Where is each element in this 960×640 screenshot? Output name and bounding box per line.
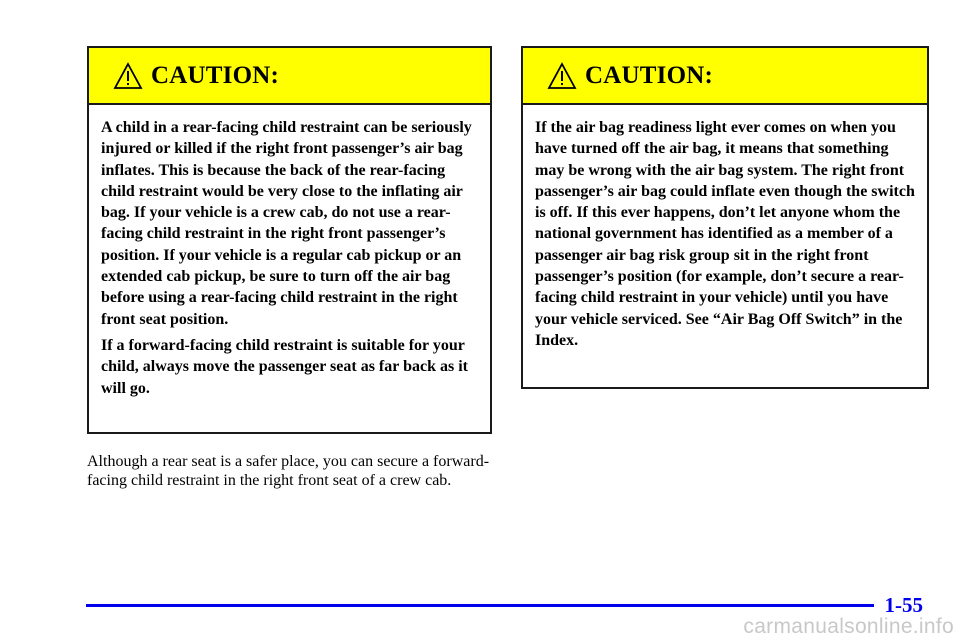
caution-header-right	[523, 48, 927, 105]
caution-box-left	[87, 46, 492, 434]
caution-title-right: CAUTION:	[585, 61, 713, 89]
caution-body-left	[89, 105, 490, 399]
warning-triangle-icon	[547, 62, 577, 90]
caution-left-paragraph-1: A child in a rear-facing child restraint can be seriously injured or killed if the right front passenger’s air bag inflates. This is because the back of the rear-facing child restraint would be very close to the inflating air bag. If your vehicle is a crew cab, do not use a rear-facing child restraint in the right front passenger’s position. If your vehicle is a regular cab pickup or an extended cab pickup, be sure to turn off the air bag before using a rear-facing child restraint in the right front seat position.	[101, 119, 472, 328]
caution-left-paragraph-2: If a forward-facing child restraint is suitable for your child, always move the passenger seat as far back as it will go.	[101, 336, 468, 397]
caution-body-right	[523, 105, 927, 351]
caution-title-left: CAUTION:	[151, 61, 279, 89]
caution-box-right	[521, 46, 929, 389]
footer-rule	[86, 604, 874, 607]
body-text	[87, 453, 492, 490]
caution-header-left	[89, 48, 490, 105]
body-paragraph: Although a rear seat is a safer place, you can secure a forward-facing child restraint in the right front seat of a crew cab.	[87, 453, 490, 489]
page-number: 1-55	[884, 593, 923, 617]
caution-right-paragraph-1: If the air bag readiness light ever comes on when you have turned off the air bag, it means that something may be wrong with the air bag system. The right front passenger’s air bag could inflate even though the switch is off. If this ever happens, don’t let anyone whom the national government has identified as a member of a passenger air bag risk group sit in the right front passenger’s position (for example, don’t secure a rear-facing child restraint in your vehicle) until you have your vehicle serviced. See “Air Bag Off Switch” in the Index.	[535, 119, 915, 349]
watermark: carmanualsonline.info	[743, 615, 954, 638]
warning-triangle-icon	[113, 62, 143, 90]
